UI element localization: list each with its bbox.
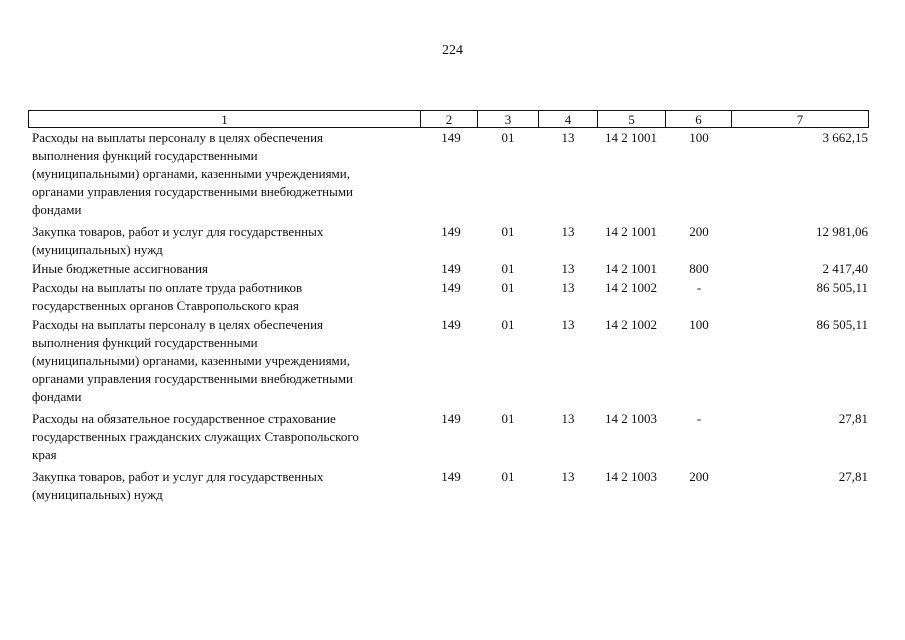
section-code: 01 (501, 411, 515, 426)
subsection-code: 13 (561, 469, 575, 484)
section-code: 01 (501, 280, 515, 295)
column-header-2: 2 (421, 111, 478, 128)
ministry-code: 149 (441, 224, 461, 239)
column-header-7: 7 (732, 111, 869, 128)
expense-type-code: 200 (689, 224, 709, 239)
target-article-code: 14 2 1003 (605, 469, 657, 484)
subsection-code: 13 (561, 411, 575, 426)
table-row (28, 129, 868, 219)
description-line: (муниципальными) органами, казенными учреждениями, (32, 166, 350, 181)
description-line: выполнения функций государственными (32, 335, 258, 350)
section-code: 01 (501, 261, 515, 276)
row-description (28, 279, 422, 315)
section-code: 01 (501, 317, 515, 332)
amount: 86 505,11 (816, 280, 868, 295)
expense-type-code: - (696, 411, 702, 426)
description-line: органами управления государственными внебюджетными (32, 371, 354, 386)
target-article-code: 14 2 1002 (605, 280, 657, 295)
subsection-code: 13 (561, 317, 575, 332)
ministry-code: 149 (441, 130, 461, 145)
description-line: Закупка товаров, работ и услуг для государственных (32, 469, 324, 484)
description-line: Расходы на обязательное государственное страхование (32, 411, 336, 426)
ministry-code: 149 (441, 280, 461, 295)
target-article-code: 14 2 1003 (605, 411, 657, 426)
amount: 27,81 (838, 469, 868, 484)
row-description (28, 129, 422, 219)
column-header-4: 4 (539, 111, 598, 128)
section-code: 01 (501, 469, 515, 484)
expense-type-code: 800 (689, 261, 709, 276)
column-header-table (28, 110, 869, 128)
amount: 12 981,06 (816, 224, 868, 239)
amount: 2 417,40 (822, 261, 868, 276)
table-row (28, 468, 868, 504)
target-article-code: 14 2 1001 (605, 130, 657, 145)
ministry-code: 149 (441, 469, 461, 484)
description-line: Расходы на выплаты по оплате труда работников (32, 280, 303, 295)
description-line: Расходы на выплаты персоналу в целях обеспечения (32, 130, 324, 145)
table-row (28, 279, 868, 315)
column-header-6: 6 (666, 111, 732, 128)
table-row (28, 260, 868, 278)
description-line: Расходы на выплаты персоналу в целях обеспечения (32, 317, 324, 332)
budget-table-body (28, 129, 868, 508)
description-line: выполнения функций государственными (32, 148, 258, 163)
ministry-code: 149 (441, 261, 461, 276)
column-header-3: 3 (478, 111, 539, 128)
table-row (28, 410, 868, 464)
column-header-5: 5 (598, 111, 666, 128)
description-line: (муниципальных) нужд (32, 242, 163, 257)
amount: 3 662,15 (822, 130, 868, 145)
ministry-code: 149 (441, 317, 461, 332)
target-article-code: 14 2 1001 (605, 261, 657, 276)
amount: 86 505,11 (816, 317, 868, 332)
target-article-code: 14 2 1001 (605, 224, 657, 239)
section-code: 01 (501, 224, 515, 239)
description-line: государственных гражданских служащих Ставропольского (32, 429, 359, 444)
section-code: 01 (501, 130, 515, 145)
subsection-code: 13 (561, 130, 575, 145)
expense-type-code: 200 (689, 469, 709, 484)
subsection-code: 13 (561, 224, 575, 239)
expense-type-code: 100 (689, 317, 709, 332)
target-article-code: 14 2 1002 (605, 317, 657, 332)
row-description (28, 468, 422, 504)
row-description (28, 260, 422, 278)
description-line: (муниципальных) нужд (32, 487, 163, 502)
description-line: Закупка товаров, работ и услуг для государственных (32, 224, 324, 239)
description-line: Иные бюджетные ассигнования (32, 261, 209, 276)
table-row (28, 223, 868, 259)
description-line: органами управления государственными внебюджетными (32, 184, 354, 199)
expense-type-code: 100 (689, 130, 709, 145)
page-number: 224 (442, 43, 463, 58)
expense-type-code: - (696, 280, 702, 295)
column-header-row (29, 111, 869, 128)
amount: 27,81 (838, 411, 868, 426)
table-row (28, 316, 868, 406)
description-line: края (32, 447, 57, 462)
ministry-code: 149 (441, 411, 461, 426)
description-line: фондами (32, 389, 82, 404)
description-line: фондами (32, 202, 82, 217)
row-description (28, 316, 422, 406)
row-description (28, 410, 422, 464)
description-line: (муниципальными) органами, казенными учреждениями, (32, 353, 350, 368)
description-line: государственных органов Ставропольского края (32, 298, 299, 313)
row-description (28, 223, 422, 259)
subsection-code: 13 (561, 261, 575, 276)
subsection-code: 13 (561, 280, 575, 295)
column-header-1: 1 (29, 111, 421, 128)
